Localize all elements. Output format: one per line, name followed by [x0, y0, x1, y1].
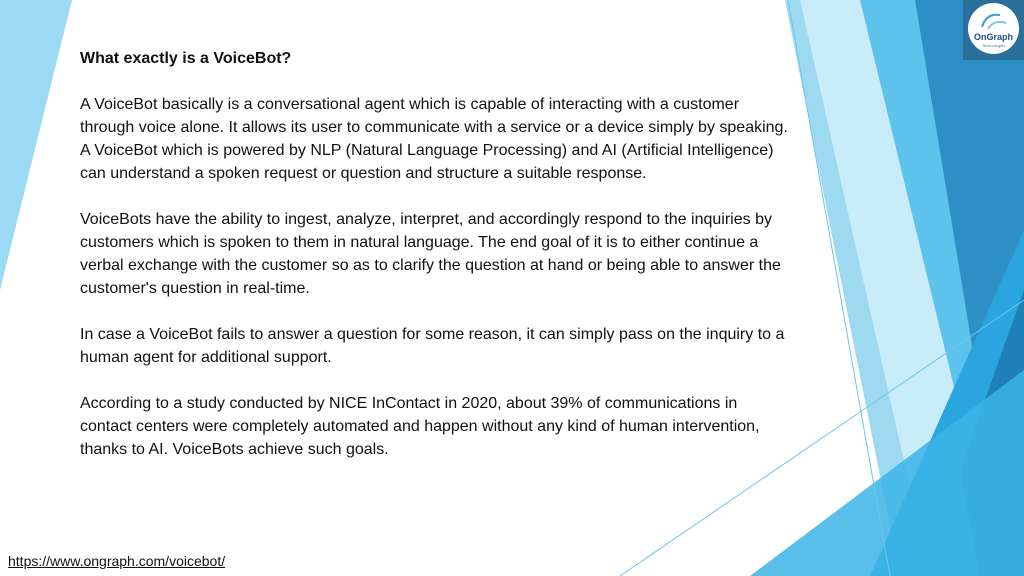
paragraph-2: VoiceBots have the ability to ingest, analyze, interpret, and accordingly respond to the inquiries by customers which is spoken to them in natural language. The end goal of it is to either continue a verbal exchange with the customer so as to clarify the question at hand or being able to answer the customer's question in real-time. — [80, 211, 781, 297]
source-link[interactable]: https://www.ongraph.com/voicebot/ — [8, 553, 226, 569]
paragraph-3: In case a VoiceBot fails to answer a question for some reason, it can simply pass on the inquiry to a human agent for additional support. — [80, 326, 785, 366]
paragraph-1: A VoiceBot basically is a conversational agent which is capable of interacting with a customer through voice alone. It allows its user to communicate with a service or a device simply by speaking. A VoiceBot which is powered by NLP (Natural Language Processing) and AI (Artificial Intelligence) can understand a spoken request or question and structure a suitable response. — [80, 96, 788, 182]
logo-brand-text: OnGraph — [973, 32, 1013, 42]
paragraph-4: According to a study conducted by NICE InContact in 2020, about 39% of communications in contact centers were completely automated and happen without any kind of human intervention, thanks to AI. VoiceBots achieve such goals. — [80, 395, 760, 458]
logo-sub-text: Technologies — [981, 43, 1006, 48]
article-body — [80, 47, 790, 484]
logo-circle — [968, 3, 1019, 54]
company-logo — [963, 0, 1024, 60]
left-accent-shape — [0, 0, 72, 290]
article-heading: What exactly is a VoiceBot? — [80, 50, 292, 67]
